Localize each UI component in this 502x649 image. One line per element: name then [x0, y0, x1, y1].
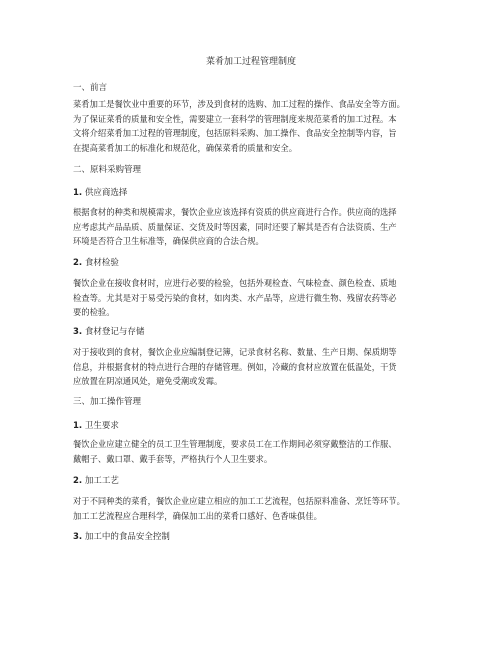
- text-line: 检查等。尤其是对于易受污染的食材，如肉类、水产品等，应进行微生物、残留农药等必: [73, 292, 397, 303]
- text-line: 应考虑其产品品质、质量保证、交货及时等因素，同时还要了解其是否有合法资质、生产: [73, 221, 397, 232]
- item-number: 3.: [73, 327, 83, 337]
- section-heading-processing: 三、加工操作管理: [73, 397, 142, 407]
- ingredient-inspection-paragraph: [73, 276, 438, 320]
- text-line: 菜肴加工是餐饮业中重要的环节，涉及到食材的选购、加工过程的操作、食品安全等方面。: [73, 99, 405, 109]
- hygiene-paragraph: [73, 437, 438, 466]
- item-title: 卫生要求: [84, 421, 119, 431]
- text-line: 为了保证菜肴的质量和安全性，需要建立一套科学的管理制度来规范菜肴的加工过程。本: [73, 113, 397, 124]
- subheading-food-safety: [73, 530, 438, 545]
- text-line: 要的检验。: [73, 307, 115, 317]
- text-line: 文将介绍菜肴加工过程的管理制度，包括原料采购、加工操作、食品安全控制等内容，旨: [73, 128, 397, 138]
- text-line: 环境是否符合卫生标准等，确保供应商的合法合规。: [73, 236, 264, 246]
- section-heading-preface: 一、前言: [73, 83, 108, 93]
- text-line: 餐饮企业应建立健全的员工卫生管理制度，要求员工在工作期间必须穿戴整洁的工作服、: [73, 439, 397, 449]
- item-number: 3.: [73, 532, 83, 542]
- item-title: 食材登记与存储: [84, 327, 145, 337]
- text-line: 戴帽子、戴口罩、戴手套等，严格执行个人卫生要求。: [73, 453, 273, 464]
- item-number: 1.: [73, 188, 83, 198]
- item-title: 供应商选择: [84, 188, 128, 198]
- text-line: 加工工艺流程应合理科学，确保加工出的菜肴口感好、色香味俱佳。: [73, 510, 322, 521]
- item-title: 加工工艺: [84, 476, 119, 486]
- document-title: 菜肴加工过程管理制度: [205, 57, 296, 67]
- item-number: 2.: [73, 258, 83, 268]
- subheading-hygiene: [73, 419, 438, 434]
- registration-storage-paragraph: [73, 345, 438, 389]
- subheading-ingredient-inspection: [73, 256, 438, 271]
- text-line: 信息，并根据食材的特点进行合理的存储管理。例如，冷藏的食材应放置在低温处，干货: [73, 361, 397, 372]
- item-title: 加工中的食品安全控制: [84, 532, 170, 542]
- process-paragraph: [73, 494, 438, 523]
- text-line: 应放置在阴凉通风处，避免受潮或发霉。: [73, 376, 223, 386]
- supplier-selection-paragraph: [73, 205, 438, 249]
- text-line: 在提高菜肴加工的标准化和规范化，确保菜肴的质量和安全。: [73, 142, 298, 153]
- preface-paragraph: [73, 97, 438, 155]
- text-line: 对于不同种类的菜肴，餐饮企业应建立相应的加工工艺流程，包括原料准备、烹饪等环节。: [73, 496, 405, 506]
- item-number: 1.: [73, 421, 83, 431]
- item-number: 2.: [73, 476, 83, 486]
- subheading-registration-storage: [73, 325, 438, 340]
- item-title: 食材检验: [84, 258, 119, 268]
- subheading-supplier-selection: [73, 186, 438, 201]
- text-line: 餐饮企业在接收食材时，应进行必要的检验，包括外观检查、气味检查、颜色检查、质地: [73, 278, 397, 288]
- subheading-process: [73, 474, 438, 489]
- text-line: 对于接收到的食材，餐饮企业应编制登记簿，记录食材名称、数量、生产日期、保质期等: [73, 347, 397, 357]
- text-line: 根据食材的种类和规模需求，餐饮企业应该选择有资质的供应商进行合作。供应商的选择: [73, 207, 397, 217]
- section-heading-procurement: 二、原料采购管理: [73, 165, 142, 175]
